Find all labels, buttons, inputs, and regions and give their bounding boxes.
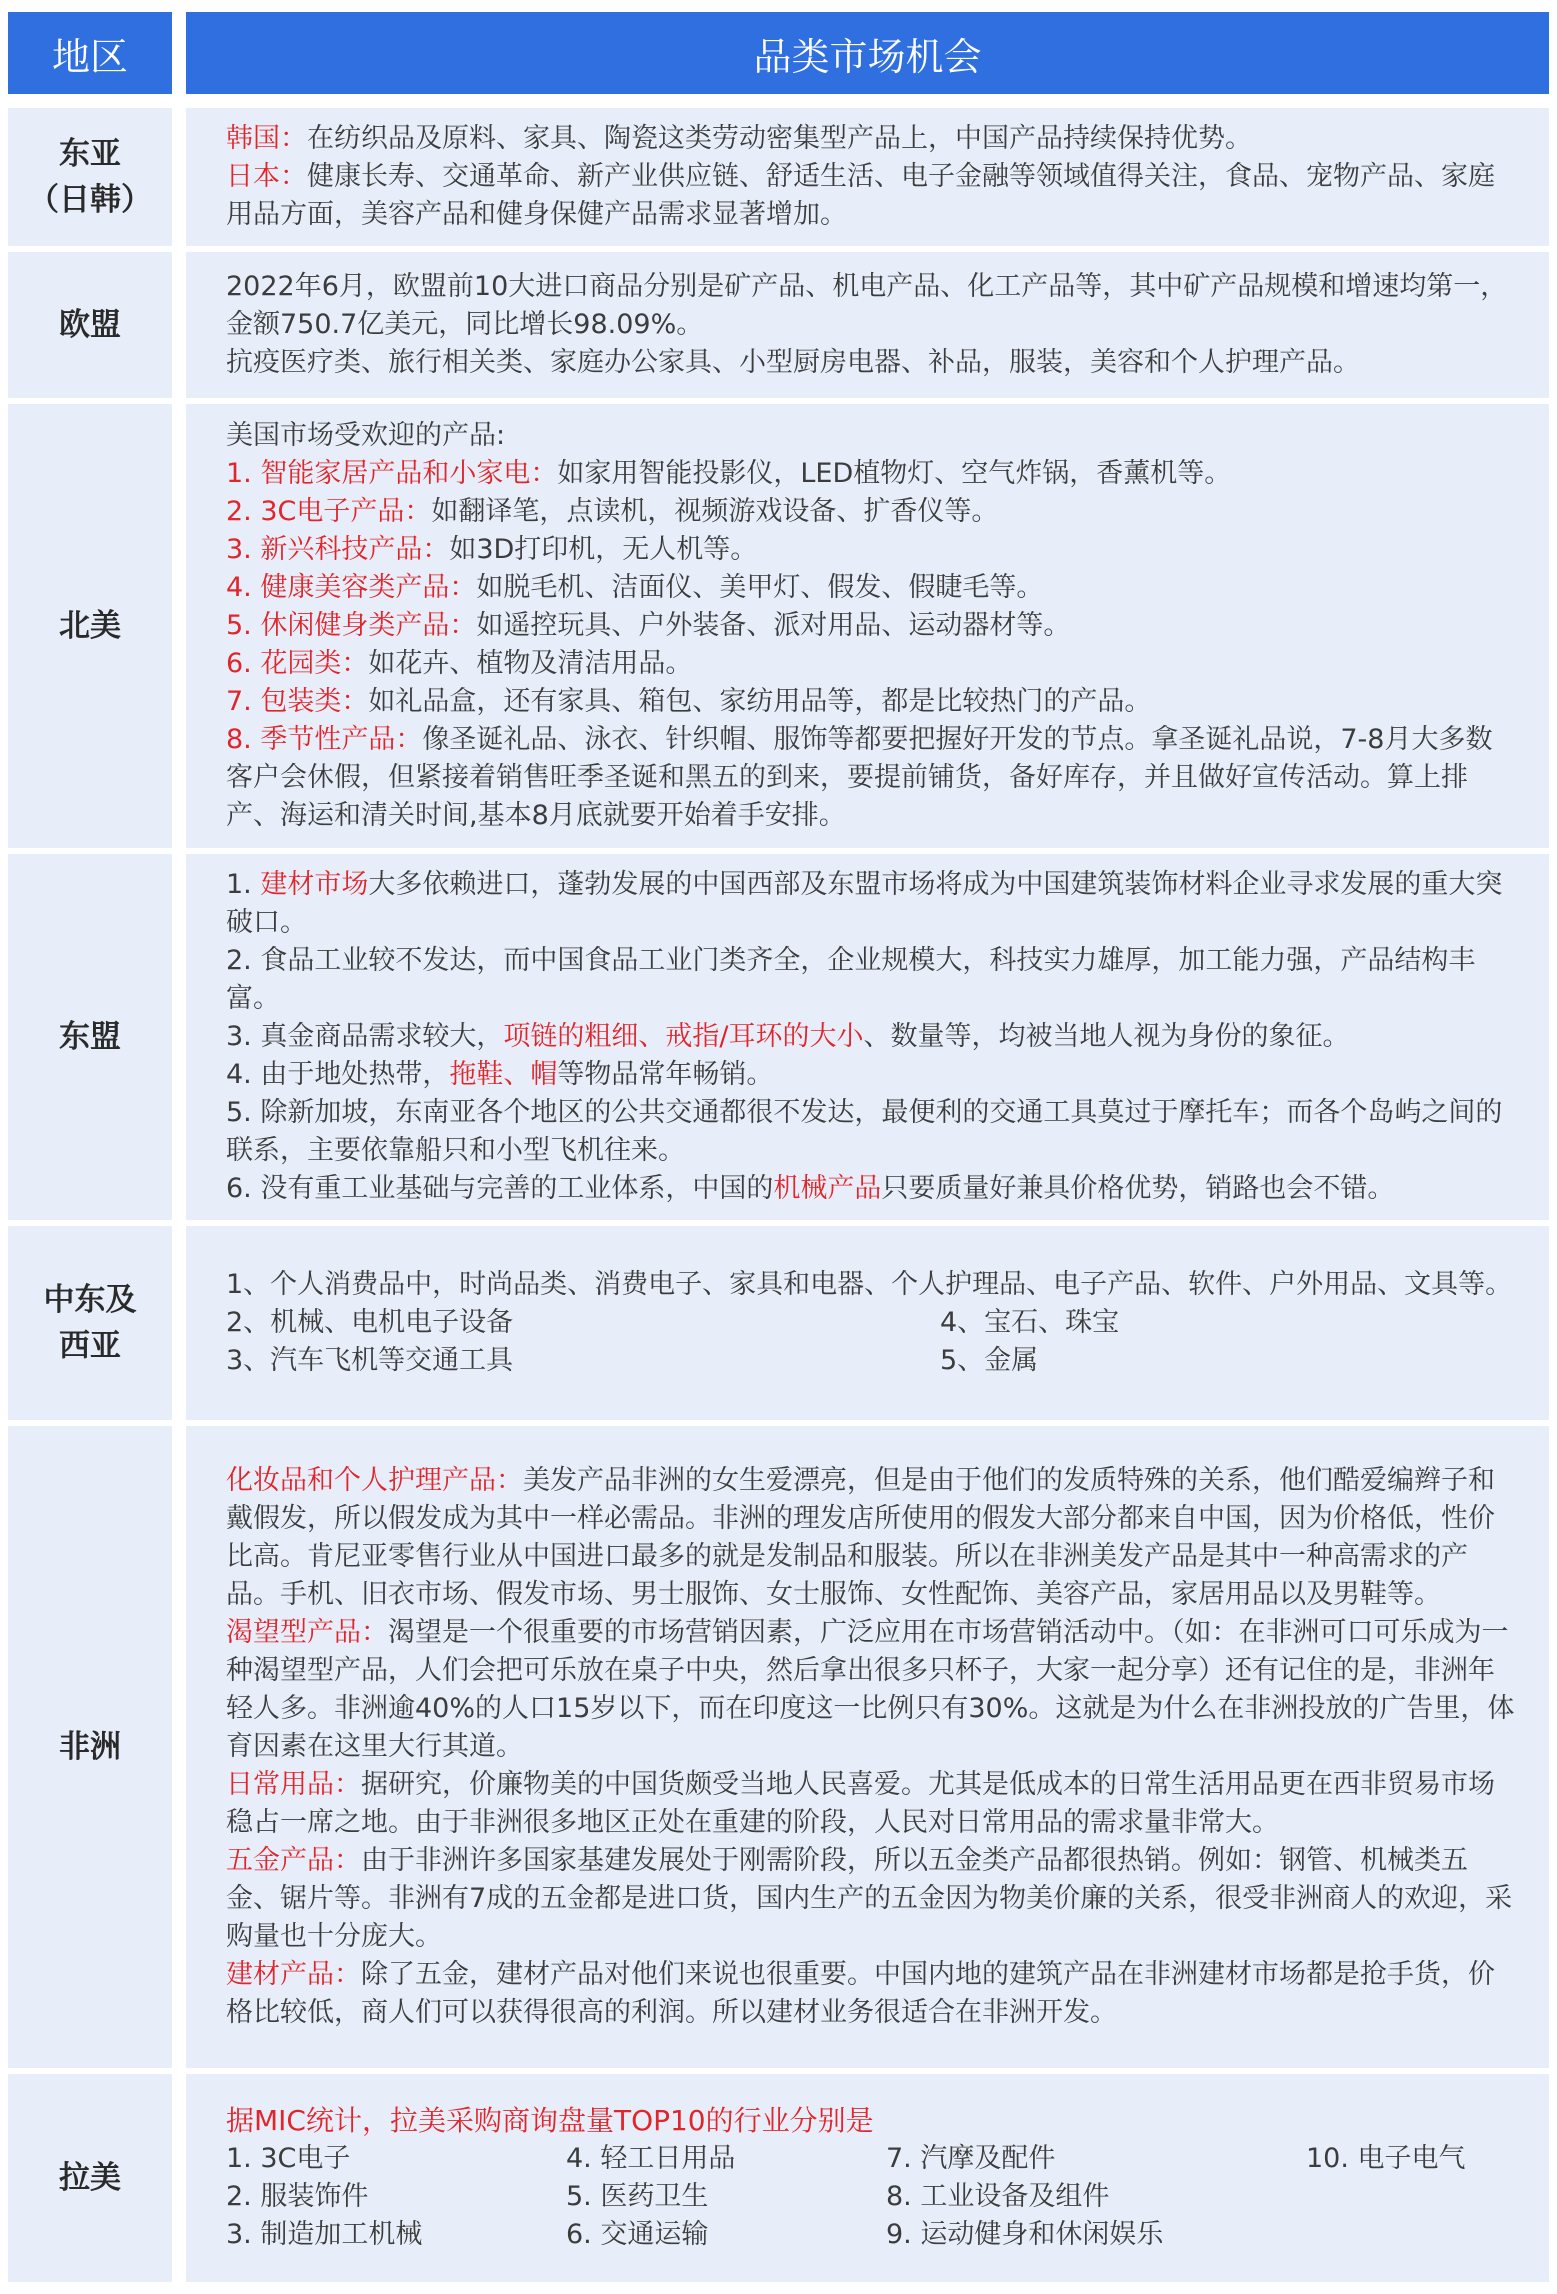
latam-item: 3. 制造加工机械 [226, 2219, 423, 2250]
africa-aspiration: 渴望型产品：渴望是一个很重要的市场营销因素，广泛应用在市场营销活动中。（如：在非洲可口可乐成为一种渴望型产品，人们会把可乐放在桌子中央，然后拿出很多只杯子，大家一起分享）还有记住的是，非洲年轻人多。非洲逾40%的人口15岁以下，而在印度这一比例只有30%。这就是为什么在非洲投放的广告里，体育因素在这里大行其道。 [226, 1617, 1515, 1762]
asean-line-4: 4. 由于地处热带，拖鞋、帽等物品常年畅销。 [226, 1059, 774, 1090]
me-item: 4、宝石、珠宝 [940, 1307, 1120, 1338]
na-intro: 美国市场受欢迎的产品: [226, 420, 506, 451]
latam-item: 4. 轻工日用品 [566, 2143, 736, 2174]
row-asean [8, 854, 1549, 1220]
me-grid [226, 1304, 1515, 1380]
latam-item: 10. 电子电气 [1306, 2143, 1466, 2174]
me-item: 5、金属 [940, 1345, 1039, 1376]
africa-cosmetics: 化妆品和个人护理产品：美发产品非洲的女生爱漂亮，但是由于他们的发质特殊的关系，他们酷爱编辫子和戴假发，所以假发成为其中一样必需品。非洲的理发店所使用的假发大部分都来自中国，因为价格低，性价比高。肯尼亚零售行业从中国进口最多的就是发制品和服装。所以在非洲美发产品是其中一种高需求的产品。手机、旧衣市场、假发市场、男士服饰、女士服饰、女性配饰、美容产品，家居用品以及男鞋等。 [226, 1465, 1495, 1610]
me-item: 3、汽车飞机等交通工具 [226, 1345, 514, 1376]
korea-line: 韩国：在纺织品及原料、家具、陶瓷这类劳动密集型产品上，中国产品持续保持优势。 [226, 123, 1252, 154]
latam-item: 2. 服装饰件 [226, 2181, 369, 2212]
opportunity-text [186, 1226, 1549, 1420]
na-item: 4. 健康美容类产品：如脱毛机、洁面仪、美甲灯、假发、假睫毛等。 [226, 572, 1044, 603]
japan-line: 日本：健康长寿、交通革命、新产业供应链、舒适生活、电子金融等领域值得关注，食品、宠物产品、家庭用品方面，美容产品和健身保健产品需求显著增加。 [226, 161, 1495, 230]
row-africa [8, 1426, 1549, 2068]
asean-line-2: 2. 食品工业较不发达，而中国食品工业门类齐全，企业规模大，科技实力雄厚，加工能力强，产品结构丰富。 [226, 945, 1476, 1014]
asean-line-5: 5. 除新加坡，东南亚各个地区的公共交通都很不发达，最便利的交通工具莫过于摩托车；而各个岛屿之间的联系，主要依靠船只和小型飞机往来。 [226, 1097, 1503, 1166]
me-item: 2、机械、电机电子设备 [226, 1307, 514, 1338]
header-opportunity: 品类市场机会 [186, 12, 1549, 94]
na-item: 7. 包装类：如礼品盒，还有家具、箱包、家纺用品等，都是比较热门的产品。 [226, 686, 1152, 717]
opportunity-text [186, 252, 1549, 398]
opportunity-text [186, 2074, 1549, 2282]
row-eu [8, 252, 1549, 398]
region-label: 拉美 [8, 2074, 172, 2282]
latam-lead: 据MIC统计，拉美采购商询盘量TOP10的行业分别是 [226, 2104, 874, 2137]
row-north-america [8, 404, 1549, 848]
africa-hardware: 五金产品：由于非洲许多国家基建发展处于刚需阶段，所以五金类产品都很热销。例如：钢管、机械类五金、锯片等。非洲有7成的五金都是进口货，国内生产的五金因为物美价廉的关系，很受非洲商人的欢迎，采购量也十分庞大。 [226, 1845, 1513, 1952]
na-item: 2. 3C电子产品：如翻译笔，点读机，视频游戏设备、扩香仪等。 [226, 496, 999, 527]
opportunity-text [186, 404, 1549, 848]
row-east-asia [8, 108, 1549, 246]
latam-item: 8. 工业设备及组件 [886, 2181, 1110, 2212]
na-item: 8. 季节性产品：像圣诞礼品、泳衣、针织帽、服饰等都要把握好开发的节点。拿圣诞礼品说，7-8月大多数客户会休假，但紧接着销售旺季圣诞和黑五的到来，要提前铺货，备好库存，并且做好宣传活动。算上排产、海运和清关时间,基本8月底就要开始着手安排。 [226, 724, 1493, 831]
na-item: 1. 智能家居产品和小家电：如家用智能投影仪，LED植物灯、空气炸锅，香薰机等。 [226, 458, 1232, 489]
na-item: 6. 花园类：如花卉、植物及清洁用品。 [226, 648, 693, 679]
opportunity-text [186, 854, 1549, 1220]
row-latam [8, 2074, 1549, 2282]
latam-item [1306, 2216, 1515, 2254]
latam-item: 1. 3C电子 [226, 2143, 351, 2174]
row-middle-east [8, 1226, 1549, 1420]
region-label: 欧盟 [8, 252, 172, 398]
me-line-1: 1、个人消费品中，时尚品类、消费电子、家具和电器、个人护理品、电子产品、软件、户外用品、文具等。 [226, 1269, 1513, 1300]
asean-line-6: 6. 没有重工业基础与完善的工业体系，中国的机械产品只要质量好兼具价格优势，销路也会不错。 [226, 1173, 1395, 1204]
latam-item: 7. 汽摩及配件 [886, 2143, 1056, 2174]
latam-item [1306, 2178, 1515, 2216]
africa-daily: 日常用品：据研究，价廉物美的中国货颇受当地人民喜爱。尤其是低成本的日常生活用品更在西非贸易市场稳占一席之地。由于非洲很多地区正处在重建的阶段，人民对日常用品的需求量非常大。 [226, 1769, 1495, 1838]
opportunity-text [186, 108, 1549, 246]
na-item: 3. 新兴科技产品：如3D打印机，无人机等。 [226, 534, 758, 565]
latam-item: 6. 交通运输 [566, 2219, 709, 2250]
region-label: 非洲 [8, 1426, 172, 2068]
region-label: 东亚 （日韩） [8, 108, 172, 246]
region-label: 东盟 [8, 854, 172, 1220]
latam-item: 5. 医药卫生 [566, 2181, 709, 2212]
asean-line-3: 3. 真金商品需求较大，项链的粗细、戒指/耳环的大小、数量等，均被当地人视为身份的象征。 [226, 1021, 1350, 1052]
eu-paragraph-2: 抗疫医疗类、旅行相关类、家庭办公家具、小型厨房电器、补品，服装，美容和个人护理产品。 [226, 347, 1360, 378]
header-region: 地区 [8, 12, 172, 94]
latam-grid [226, 2140, 1515, 2254]
africa-building: 建材产品：除了五金，建材产品对他们来说也很重要。中国内地的建筑产品在非洲建材市场都是抢手货，价格比较低，商人们可以获得很高的利润。所以建材业务很适合在非洲开发。 [226, 1959, 1495, 2028]
asean-line-1: 1. 建材市场大多依赖进口，蓬勃发展的中国西部及东盟市场将成为中国建筑装饰材料企业寻求发展的重大突破口。 [226, 869, 1503, 938]
na-item: 5. 休闲健身类产品：如遥控玩具、户外装备、派对用品、运动器材等。 [226, 610, 1071, 641]
eu-paragraph-1: 2022年6月，欧盟前10大进口商品分别是矿产品、机电产品、化工产品等，其中矿产品规模和增速均第一，金额750.7亿美元，同比增长98.09%。 [226, 271, 1508, 340]
region-label: 北美 [8, 404, 172, 848]
latam-item: 9. 运动健身和休闲娱乐 [886, 2219, 1164, 2250]
opportunity-text [186, 1426, 1549, 2068]
region-label: 中东及 西亚 [8, 1226, 172, 1420]
